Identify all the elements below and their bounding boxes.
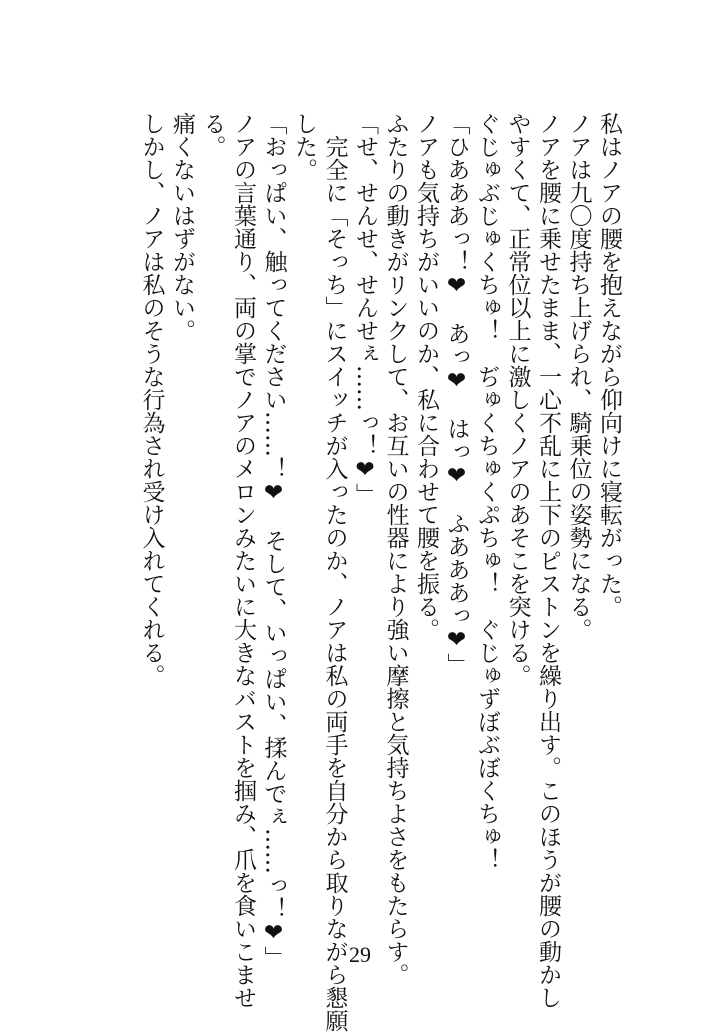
- text-line: 「おっぱい、触ってください……！❤ そして、いっぱい、揉んでぇ……っ！❤」: [260, 112, 287, 969]
- text-line: 完全に「そっち」にスイッチが入ったのか、ノアは私の両手を自分から取りながら懇願: [321, 112, 348, 1032]
- text-line: 痛くないはずがない。: [169, 112, 195, 342]
- text-line: ノアも気持ちがいいのか、私に合わせて腰を振る。: [413, 112, 439, 641]
- text-line: しかし、ノアは私のそうな行為され受け入れてくれる。: [138, 112, 165, 687]
- text-line: ぐじゅぶじゅくちゅ！ ぢゅくちゅくぷちゅ！ ぐじゅずぼぶぼくちゅ！: [474, 112, 500, 871]
- text-line: やすくて、正常位以上に激しくノアのあそこを突ける。: [504, 112, 531, 687]
- text-line: る。: [199, 112, 226, 158]
- text-line: ノアの言葉通り、両の掌でノアのメロンみたいに大きなバストを掴み、爪を食いこませ: [230, 112, 256, 1009]
- page-number: 29: [349, 942, 371, 967]
- text-line: した。: [291, 112, 317, 181]
- text-line: ふたりの動きがリンクして、お互いの性器により強い摩擦と気持ちよさをもたらす。: [382, 112, 409, 986]
- text-line: 私はノアの腰を抱えながら仰向けに寝転がった。: [596, 112, 622, 618]
- text-line: 「ひあああっ！❤ あっ❤ はっ❤ ふあああっ❤」: [443, 112, 470, 676]
- text-line: 「せ、せんせ、せんせぇ……っ！❤」: [352, 112, 378, 506]
- text-line: ノアを腰に乗せたまま、一心不乱に上下のピストンを繰り出す。このほうが腰の動かし: [535, 112, 561, 1009]
- text-line: ノアは九〇度持ち上げられ、騎乗位の姿勢になる。: [565, 112, 592, 641]
